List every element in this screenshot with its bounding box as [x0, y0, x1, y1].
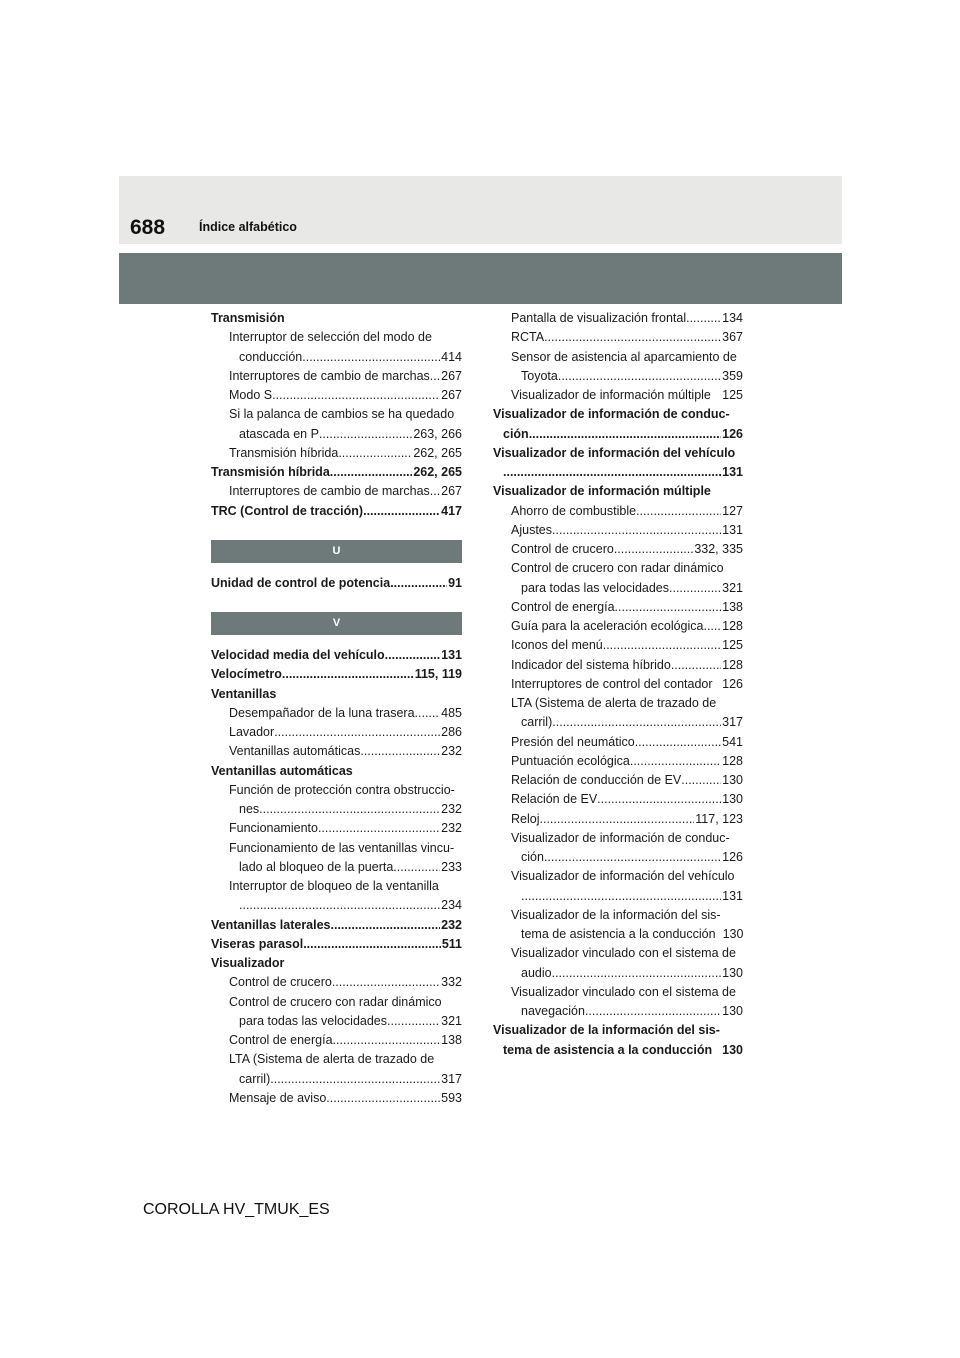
index-entry-page: 126 — [722, 850, 743, 864]
index-entry-label: audio — [521, 965, 552, 980]
index-entry — [211, 1031, 462, 1050]
section-title: Índice alfabético — [199, 220, 297, 234]
index-entry-text: Visualizador de información de conduc- — [511, 830, 730, 845]
index-leader-dots — [318, 819, 440, 838]
index-leader-dots — [681, 771, 721, 790]
index-entry-label: Ventanillas laterales — [211, 917, 331, 932]
index-entry — [493, 309, 743, 328]
index-entry-label: Ahorro de combustible — [511, 503, 637, 518]
index-entry — [493, 906, 743, 925]
index-entry-label: Indicador del sistema híbrido — [511, 657, 671, 672]
index-entry-label: Visualizador de información múltiple — [511, 388, 711, 402]
index-block-t — [211, 309, 462, 521]
index-leader-dots — [603, 636, 721, 655]
index-entry-label: Viseras parasol — [211, 936, 304, 951]
index-entry-label: Transmisión híbrida — [229, 445, 339, 460]
index-entry — [211, 858, 462, 877]
index-entry-page: 232 — [441, 821, 462, 836]
index-entry — [211, 954, 462, 973]
index-entry-page: 267 — [441, 484, 462, 499]
index-entry-text: Visualizador de información del vehículo — [493, 445, 736, 460]
index-entry-page: 321 — [722, 580, 743, 595]
index-entry-label: Iconos del menú — [511, 638, 603, 653]
index-leader-dots — [585, 1002, 721, 1021]
index-column-right — [493, 309, 743, 1060]
index-leader-dots — [270, 1070, 440, 1089]
index-entry-page: 131 — [722, 465, 743, 479]
index-entry — [211, 839, 462, 858]
index-entry-page: 485 — [441, 705, 462, 720]
index-entry-label: Desempañador de la luna trasera — [229, 705, 415, 720]
index-entry-page: 286 — [441, 725, 462, 739]
index-entry — [211, 405, 462, 424]
index-leader-dots — [430, 367, 440, 386]
index-entry-label: Mensaje de aviso — [229, 1090, 327, 1105]
index-block-v — [211, 646, 462, 1108]
index-entry — [211, 1050, 462, 1069]
index-entry-label: Velocidad media del vehículo — [211, 648, 385, 662]
index-leader-dots — [544, 328, 721, 347]
index-entry-label: nes — [239, 802, 260, 816]
index-entry-page: 317 — [722, 715, 743, 730]
index-entry-label: carril) — [239, 1071, 271, 1086]
index-leader-dots — [360, 742, 440, 761]
index-entry — [493, 521, 743, 540]
index-leader-dots — [272, 386, 440, 405]
index-entry-label: tema de asistencia a la conducción — [503, 1042, 713, 1057]
index-leader-dots — [326, 1089, 440, 1108]
index-entry-page: 262, 265 — [413, 445, 462, 460]
index-entry-label: Guía para la aceleración ecológica — [511, 619, 704, 633]
index-entry — [211, 463, 462, 482]
index-entry — [493, 463, 743, 482]
index-entry — [493, 1002, 743, 1021]
index-entry-page: 321 — [441, 1013, 462, 1028]
index-entry-label: Reloj — [511, 811, 540, 826]
index-entry — [493, 636, 743, 655]
index-leader-dots — [552, 964, 722, 983]
index-leader-dots — [385, 646, 440, 665]
index-entry-text: Interruptor de selección del modo de — [229, 330, 432, 345]
index-entry-label: ción — [521, 850, 544, 864]
index-leader-dots — [614, 540, 694, 559]
index-entry-label: Control de energía — [511, 599, 615, 614]
index-entry-label: Ventanillas automáticas — [229, 744, 361, 759]
index-entry — [493, 1021, 743, 1040]
index-leader-dots — [303, 935, 441, 954]
index-entry — [493, 540, 743, 559]
index-entry-page: 126 — [722, 676, 743, 691]
index-entry-page: 117, 123 — [695, 811, 743, 826]
index-entry — [493, 425, 743, 444]
index-entry-text: LTA (Sistema de alerta de trazado de — [511, 696, 717, 710]
index-entry-text: Sensor de asistencia al aparcamiento de — [511, 349, 737, 364]
index-entry-page: 232 — [441, 802, 462, 816]
index-entry — [493, 810, 743, 829]
index-entry — [211, 1089, 462, 1108]
index-leader-dots — [259, 800, 440, 819]
index-leader-dots — [615, 598, 722, 617]
index-entry — [211, 819, 462, 838]
index-entry — [493, 598, 743, 617]
index-leader-dots — [540, 810, 695, 829]
index-entry-label: Velocímetro — [211, 667, 282, 682]
index-entry-page: 127 — [722, 503, 743, 518]
page-number: 688 — [130, 216, 166, 239]
index-entry-label: tema de asistencia a la conducción — [521, 927, 716, 941]
index-entry-label: carril) — [521, 715, 553, 730]
index-column-left — [211, 309, 462, 1108]
index-leader-dots — [686, 309, 721, 328]
index-entry-text: Visualizador de la información del sis- — [493, 1023, 720, 1038]
index-entry-text: LTA (Sistema de alerta de trazado de — [229, 1052, 435, 1067]
index-entry-label: Toyota — [521, 368, 558, 383]
index-leader-dots — [636, 502, 721, 521]
index-leader-dots — [387, 1012, 440, 1031]
letter-divider-u: U — [211, 540, 462, 563]
index-leader-dots — [338, 444, 412, 463]
index-entry-text: Control de crucero con radar dinámico — [229, 994, 442, 1009]
index-entry — [493, 925, 743, 944]
index-entry — [211, 973, 462, 992]
index-block-u — [211, 574, 462, 593]
index-entry-page: 233 — [441, 859, 462, 874]
index-entry — [493, 983, 743, 1002]
index-entry — [211, 646, 462, 665]
index-leader-dots — [544, 848, 721, 867]
index-entry-label: Control de crucero — [229, 975, 332, 990]
index-entry — [211, 916, 462, 935]
index-entry-label: Transmisión híbrida — [211, 465, 330, 479]
index-entry-page: 414 — [441, 349, 462, 364]
index-entry-text: Visualizador de información múltiple — [493, 484, 711, 499]
index-entry-page: 130 — [722, 965, 743, 980]
index-leader-dots — [332, 973, 440, 992]
index-entry-label: Ajustes — [511, 522, 552, 537]
index-entry-label: Interruptores de cambio de marchas — [229, 484, 430, 499]
index-entry — [211, 685, 462, 704]
index-entry-label: Relación de conducción de EV — [511, 773, 682, 787]
index-leader-dots — [635, 733, 721, 752]
index-entry — [493, 867, 743, 886]
index-entry-page: 130 — [722, 927, 744, 941]
index-entry-page: 128 — [722, 619, 743, 633]
index-entry — [211, 993, 462, 1012]
index-entry-page: 317 — [441, 1071, 462, 1086]
index-entry-text: Visualizador vinculado con el sistema de — [511, 946, 736, 961]
index-leader-dots — [415, 704, 441, 723]
index-entry — [211, 348, 462, 367]
index-entry — [493, 733, 743, 752]
index-entry-page: 130 — [722, 773, 743, 787]
index-entry-page: 541 — [722, 734, 743, 749]
index-entry-label: RCTA — [511, 330, 545, 345]
index-entry-text: Visualizador vinculado con el sistema de — [511, 984, 736, 999]
index-entry-text: Función de protección contra obstruccio- — [229, 782, 455, 797]
index-entry — [493, 887, 743, 906]
index-entry-label: Interruptores de cambio de marchas — [229, 368, 430, 383]
index-leader-dots — [393, 858, 440, 877]
index-entry-text: Visualizador de información de conduc- — [493, 407, 730, 422]
index-leader-dots — [239, 896, 440, 915]
index-entry — [493, 405, 743, 424]
index-entry — [211, 665, 462, 684]
index-entry — [493, 944, 743, 963]
index-entry-page: 130 — [722, 1004, 743, 1018]
index-entry-page: 267 — [441, 388, 462, 402]
index-entry-page: 367 — [722, 330, 743, 345]
index-entry-text: Visualizador de información del vehículo — [511, 869, 735, 884]
index-entry-page: 125 — [722, 638, 743, 653]
index-leader-dots — [630, 752, 721, 771]
index-entry — [211, 781, 462, 800]
index-entry-page: 131 — [722, 888, 743, 903]
index-entry-label: Funcionamiento — [229, 821, 318, 836]
index-entry — [211, 444, 462, 463]
index-entry-page: 332 — [441, 975, 462, 990]
index-leader-dots — [552, 713, 721, 732]
index-leader-dots — [430, 482, 440, 501]
index-entry-label: Control de energía — [229, 1033, 333, 1047]
index-entry — [211, 425, 462, 444]
index-entry — [493, 579, 743, 598]
index-entry-page: 126 — [722, 426, 743, 441]
index-leader-dots — [671, 656, 721, 675]
index-entry — [211, 328, 462, 347]
index-entry-text: Visualizador de la información del sis- — [511, 907, 721, 922]
index-entry-label: Presión del neumático — [511, 734, 635, 749]
index-entry-page: 125 — [722, 388, 743, 402]
index-entry-label: Modo S — [229, 388, 273, 402]
index-leader-dots — [529, 425, 721, 444]
index-leader-dots — [703, 617, 721, 636]
index-entry-label: para todas las velocidades — [521, 580, 670, 595]
index-entry-text: Visualizador — [211, 956, 285, 970]
index-entry — [493, 752, 743, 771]
index-entry — [493, 713, 743, 732]
index-entry-text: Ventanillas — [211, 686, 277, 701]
index-leader-dots — [302, 348, 440, 367]
index-entry — [211, 704, 462, 723]
index-entry-text: Control de crucero con radar dinámico — [511, 561, 724, 576]
index-entry-page: 263, 266 — [413, 426, 462, 441]
index-entry-page: 232 — [441, 917, 462, 932]
index-entry-page: 91 — [448, 575, 462, 590]
index-entry-page: 511 — [441, 936, 462, 951]
index-leader-dots — [597, 790, 721, 809]
index-entry — [493, 482, 743, 501]
index-entry — [493, 348, 743, 367]
index-entry-page: 131 — [722, 522, 743, 537]
index-entry-page: 115, 119 — [414, 667, 462, 682]
index-entry-text: Interruptor de bloqueo de la ventanilla — [229, 879, 439, 893]
index-entry-page: 232 — [441, 744, 462, 759]
index-entry-text: Si la palanca de cambios se ha quedado — [229, 407, 455, 422]
index-entry-page: 138 — [441, 1033, 462, 1047]
index-leader-dots — [330, 463, 413, 482]
index-entry — [493, 694, 743, 713]
index-entry-page: 359 — [722, 368, 743, 383]
index-entry — [493, 367, 743, 386]
index-entry-page: 262, 265 — [413, 465, 462, 479]
index-entry-page: 128 — [722, 753, 743, 768]
index-entry — [211, 762, 462, 781]
index-entry-label: Lavador — [229, 725, 275, 739]
index-entry-label: Puntuación ecológica — [511, 753, 630, 768]
index-entry — [211, 386, 462, 405]
index-leader-dots — [274, 723, 440, 742]
index-entry-label: ción — [503, 426, 529, 441]
index-entry-page: 128 — [722, 657, 743, 672]
index-leader-dots — [319, 425, 412, 444]
index-entry — [211, 502, 462, 521]
index-entry — [211, 723, 462, 742]
index-entry-page: 138 — [722, 599, 743, 614]
index-entry — [493, 559, 743, 578]
index-entry-label: Relación de EV — [511, 792, 598, 807]
index-entry-page: 134 — [722, 311, 743, 325]
index-leader-dots — [333, 1031, 441, 1050]
index-entry — [493, 1041, 743, 1060]
index-entry-page: 332, 335 — [694, 542, 743, 556]
index-leader-dots — [282, 665, 414, 684]
index-entry-label: para todas las velocidades — [239, 1013, 388, 1028]
index-entry-label: navegación — [521, 1004, 585, 1018]
index-entry — [493, 444, 743, 463]
index-entry-page: 417 — [441, 503, 462, 518]
index-entry — [211, 309, 462, 328]
index-entry-page: 267 — [441, 368, 462, 383]
index-entry — [493, 675, 743, 694]
index-entry — [211, 800, 462, 819]
index-entry — [211, 877, 462, 896]
index-entry — [211, 896, 462, 915]
index-entry — [211, 935, 462, 954]
index-entry — [493, 502, 743, 521]
index-entry-label: Pantalla de visualización frontal — [511, 311, 687, 325]
index-entry — [493, 829, 743, 848]
index-entry-label: Interruptores de control del contador — [511, 676, 713, 691]
index-entry-label: TRC (Control de tracción) — [211, 503, 364, 518]
index-entry-label: atascada en P — [239, 426, 319, 441]
index-entry-page: 234 — [441, 898, 462, 913]
index-entry — [493, 771, 743, 790]
index-entry-label: lado al bloqueo de la puerta — [239, 859, 394, 874]
index-leader-dots — [552, 521, 721, 540]
index-entry-page: 593 — [441, 1090, 462, 1105]
index-leader-dots — [669, 579, 721, 598]
index-entry — [493, 848, 743, 867]
index-entry — [211, 574, 462, 593]
index-entry — [493, 964, 743, 983]
index-leader-dots — [390, 574, 447, 593]
index-entry — [493, 328, 743, 347]
index-entry-label: Control de crucero — [511, 542, 614, 556]
index-entry — [211, 742, 462, 761]
index-entry-page: 130 — [722, 1042, 743, 1057]
index-entry — [211, 1070, 462, 1089]
index-entry — [493, 790, 743, 809]
index-entry — [493, 386, 743, 405]
index-entry — [211, 1012, 462, 1031]
letter-divider-v: V — [211, 612, 462, 635]
index-entry — [493, 656, 743, 675]
index-entry-page: 130 — [722, 792, 743, 807]
index-leader-dots — [503, 463, 721, 482]
index-entry-text: Funcionamiento de las ventanillas vincu- — [229, 840, 455, 855]
index-entry-text: Ventanillas automáticas — [211, 763, 353, 778]
index-entry — [211, 367, 462, 386]
index-entry — [211, 482, 462, 501]
index-leader-dots — [363, 502, 440, 521]
index-entry-label: conducción — [239, 349, 303, 364]
header-dark-band — [119, 253, 842, 304]
index-entry — [493, 617, 743, 636]
index-leader-dots — [331, 916, 441, 935]
index-entry-text: Transmisión — [211, 311, 285, 325]
index-leader-dots — [521, 887, 721, 906]
index-entry-page: 131 — [441, 648, 462, 662]
index-entry-label: Unidad de control de potencia — [211, 575, 391, 590]
footer-model-code: COROLLA HV_TMUK_ES — [143, 1201, 330, 1218]
index-leader-dots — [558, 367, 721, 386]
